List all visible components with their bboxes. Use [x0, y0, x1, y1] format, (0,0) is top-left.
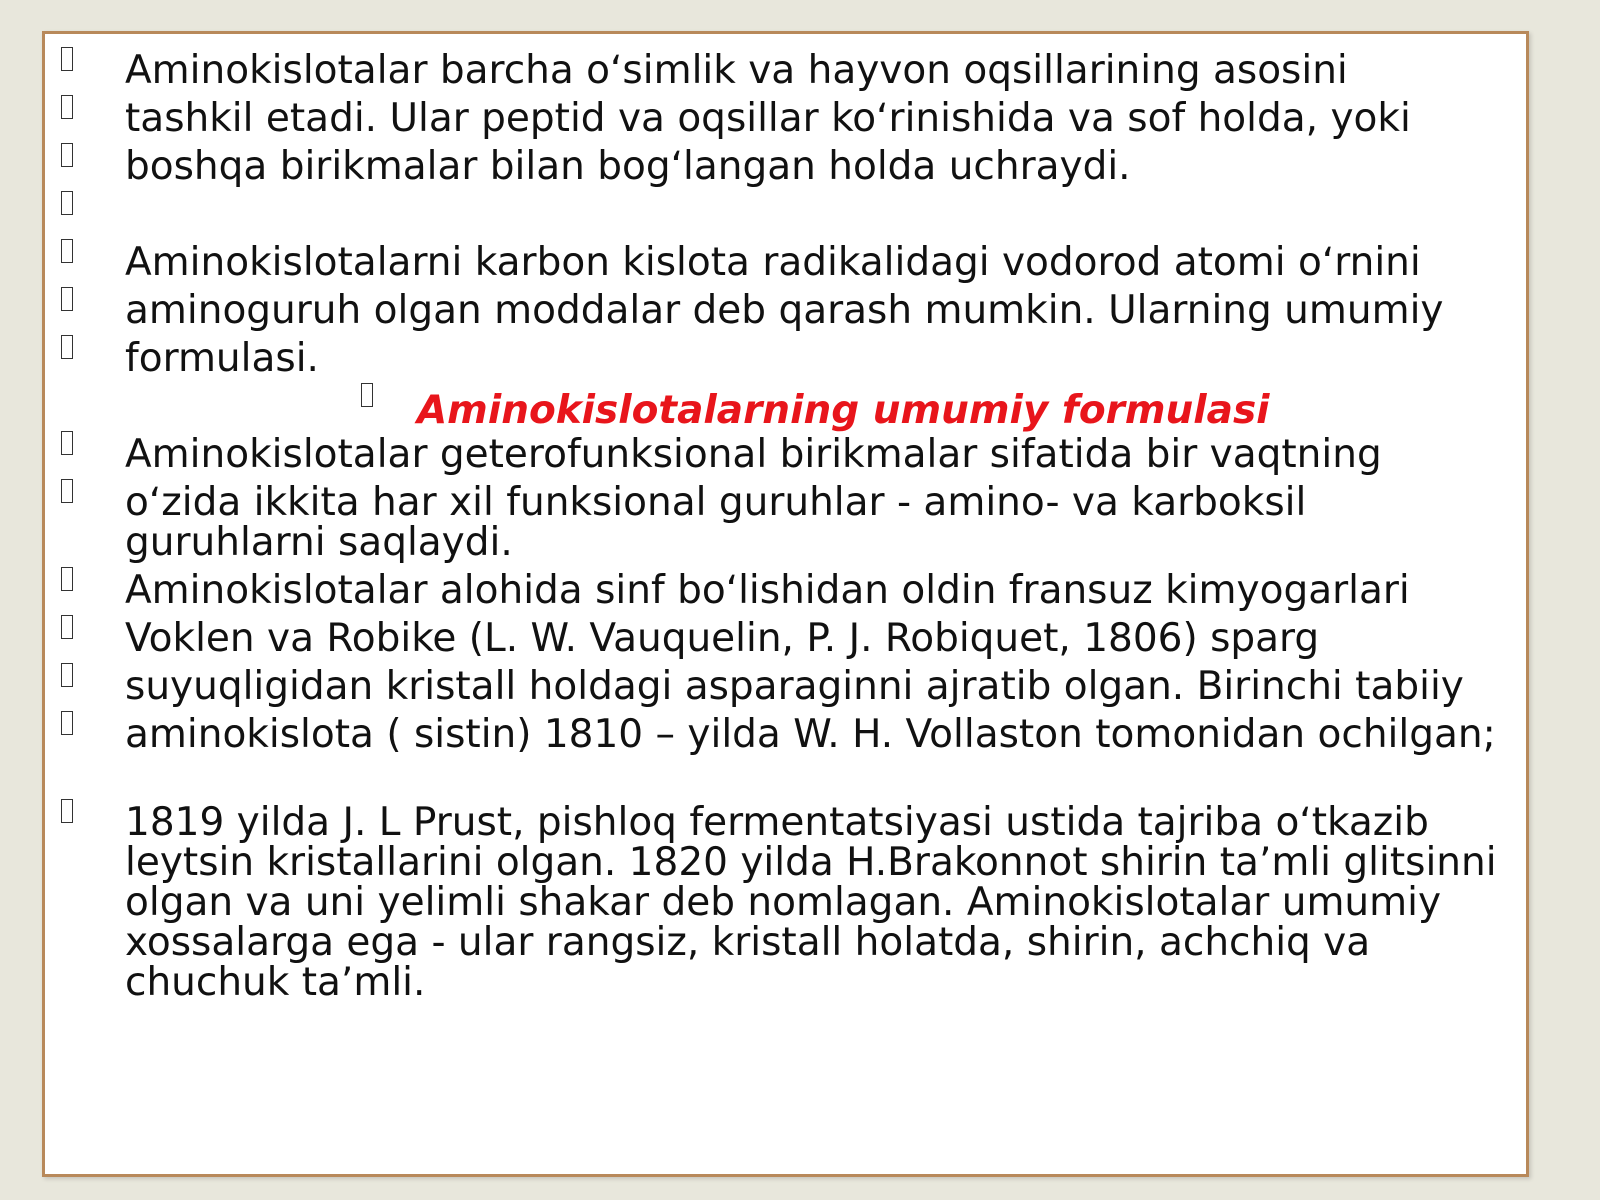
bullet-icon [61, 95, 73, 119]
formula-heading: Aminokislotalarning umumiy formulasi [417, 388, 1270, 433]
paragraph-line: guruhlarni saqlaydi. [125, 520, 513, 565]
paragraph-line: xossalarga ega - ular rangsiz, kristall holatda, shirin, achchiq va [125, 920, 1371, 965]
bullet-icon [61, 239, 73, 263]
paragraph-line: Aminokislotalar alohida sinf bo‘lishidan oldin fransuz kimyogarlari [125, 568, 1410, 613]
paragraph-line: olgan va uni yelimli shakar deb nomlagan. Aminokislotalar umumiy [125, 880, 1442, 925]
paragraph-line: 1819 yilda J. L Prust, pishloq fermentatsiyasi ustida tajriba o‘tkazib [125, 800, 1429, 845]
paragraph-line: Aminokislotalar geterofunksional birikmalar sifatida bir vaqtning [125, 432, 1382, 477]
paragraph-line: aminoguruh olgan moddalar deb qarash mumkin. Ularning umumiy [125, 288, 1444, 333]
paragraph-line: boshqa birikmalar bilan bog‘langan holda uchraydi. [125, 144, 1131, 189]
bullet-icon [61, 335, 73, 359]
bullet-icon [61, 287, 73, 311]
bullet-icon [61, 479, 73, 503]
paragraph-line: aminokislota ( sistin) 1810 – yilda W. H. Vollaston tomonidan ochilgan; [125, 712, 1496, 757]
bullet-icon [61, 799, 73, 823]
bullet-icon [61, 431, 73, 455]
paragraph-line: tashkil etadi. Ular peptid va oqsillar ko‘rinishida va sof holda, yoki [125, 96, 1411, 141]
paragraph-line: Aminokislotalarni karbon kislota radikalidagi vodorod atomi o‘rnini [125, 240, 1421, 285]
bullet-icon [61, 711, 73, 735]
bullet-icon [61, 663, 73, 687]
paragraph-line: o‘zida ikkita har xil funksional guruhlar - amino- va karboksil [125, 480, 1307, 525]
paragraph-line: chuchuk ta’mli. [125, 960, 426, 1005]
paragraph-line: leytsin kristallarini olgan. 1820 yilda H.Brakonnot shirin ta’mli glitsinni [125, 840, 1497, 885]
paragraph-line: formulasi. [125, 336, 319, 381]
slide-frame [42, 31, 1529, 1177]
paragraph-line: suyuqligidan kristall holdagi asparaginni ajratib olgan. Birinchi tabiiy [125, 664, 1464, 709]
paragraph-line: Voklen va Robike (L. W. Vauquelin, P. J. Robiquet, 1806) sparg [125, 616, 1320, 661]
bullet-icon [361, 383, 373, 407]
bullet-icon [61, 567, 73, 591]
paragraph-line: Aminokislotalar barcha o‘simlik va hayvon oqsillarining asosini [125, 48, 1348, 93]
bullet-icon [61, 191, 73, 215]
bullet-icon [61, 47, 73, 71]
bullet-icon [61, 143, 73, 167]
bullet-icon [61, 615, 73, 639]
